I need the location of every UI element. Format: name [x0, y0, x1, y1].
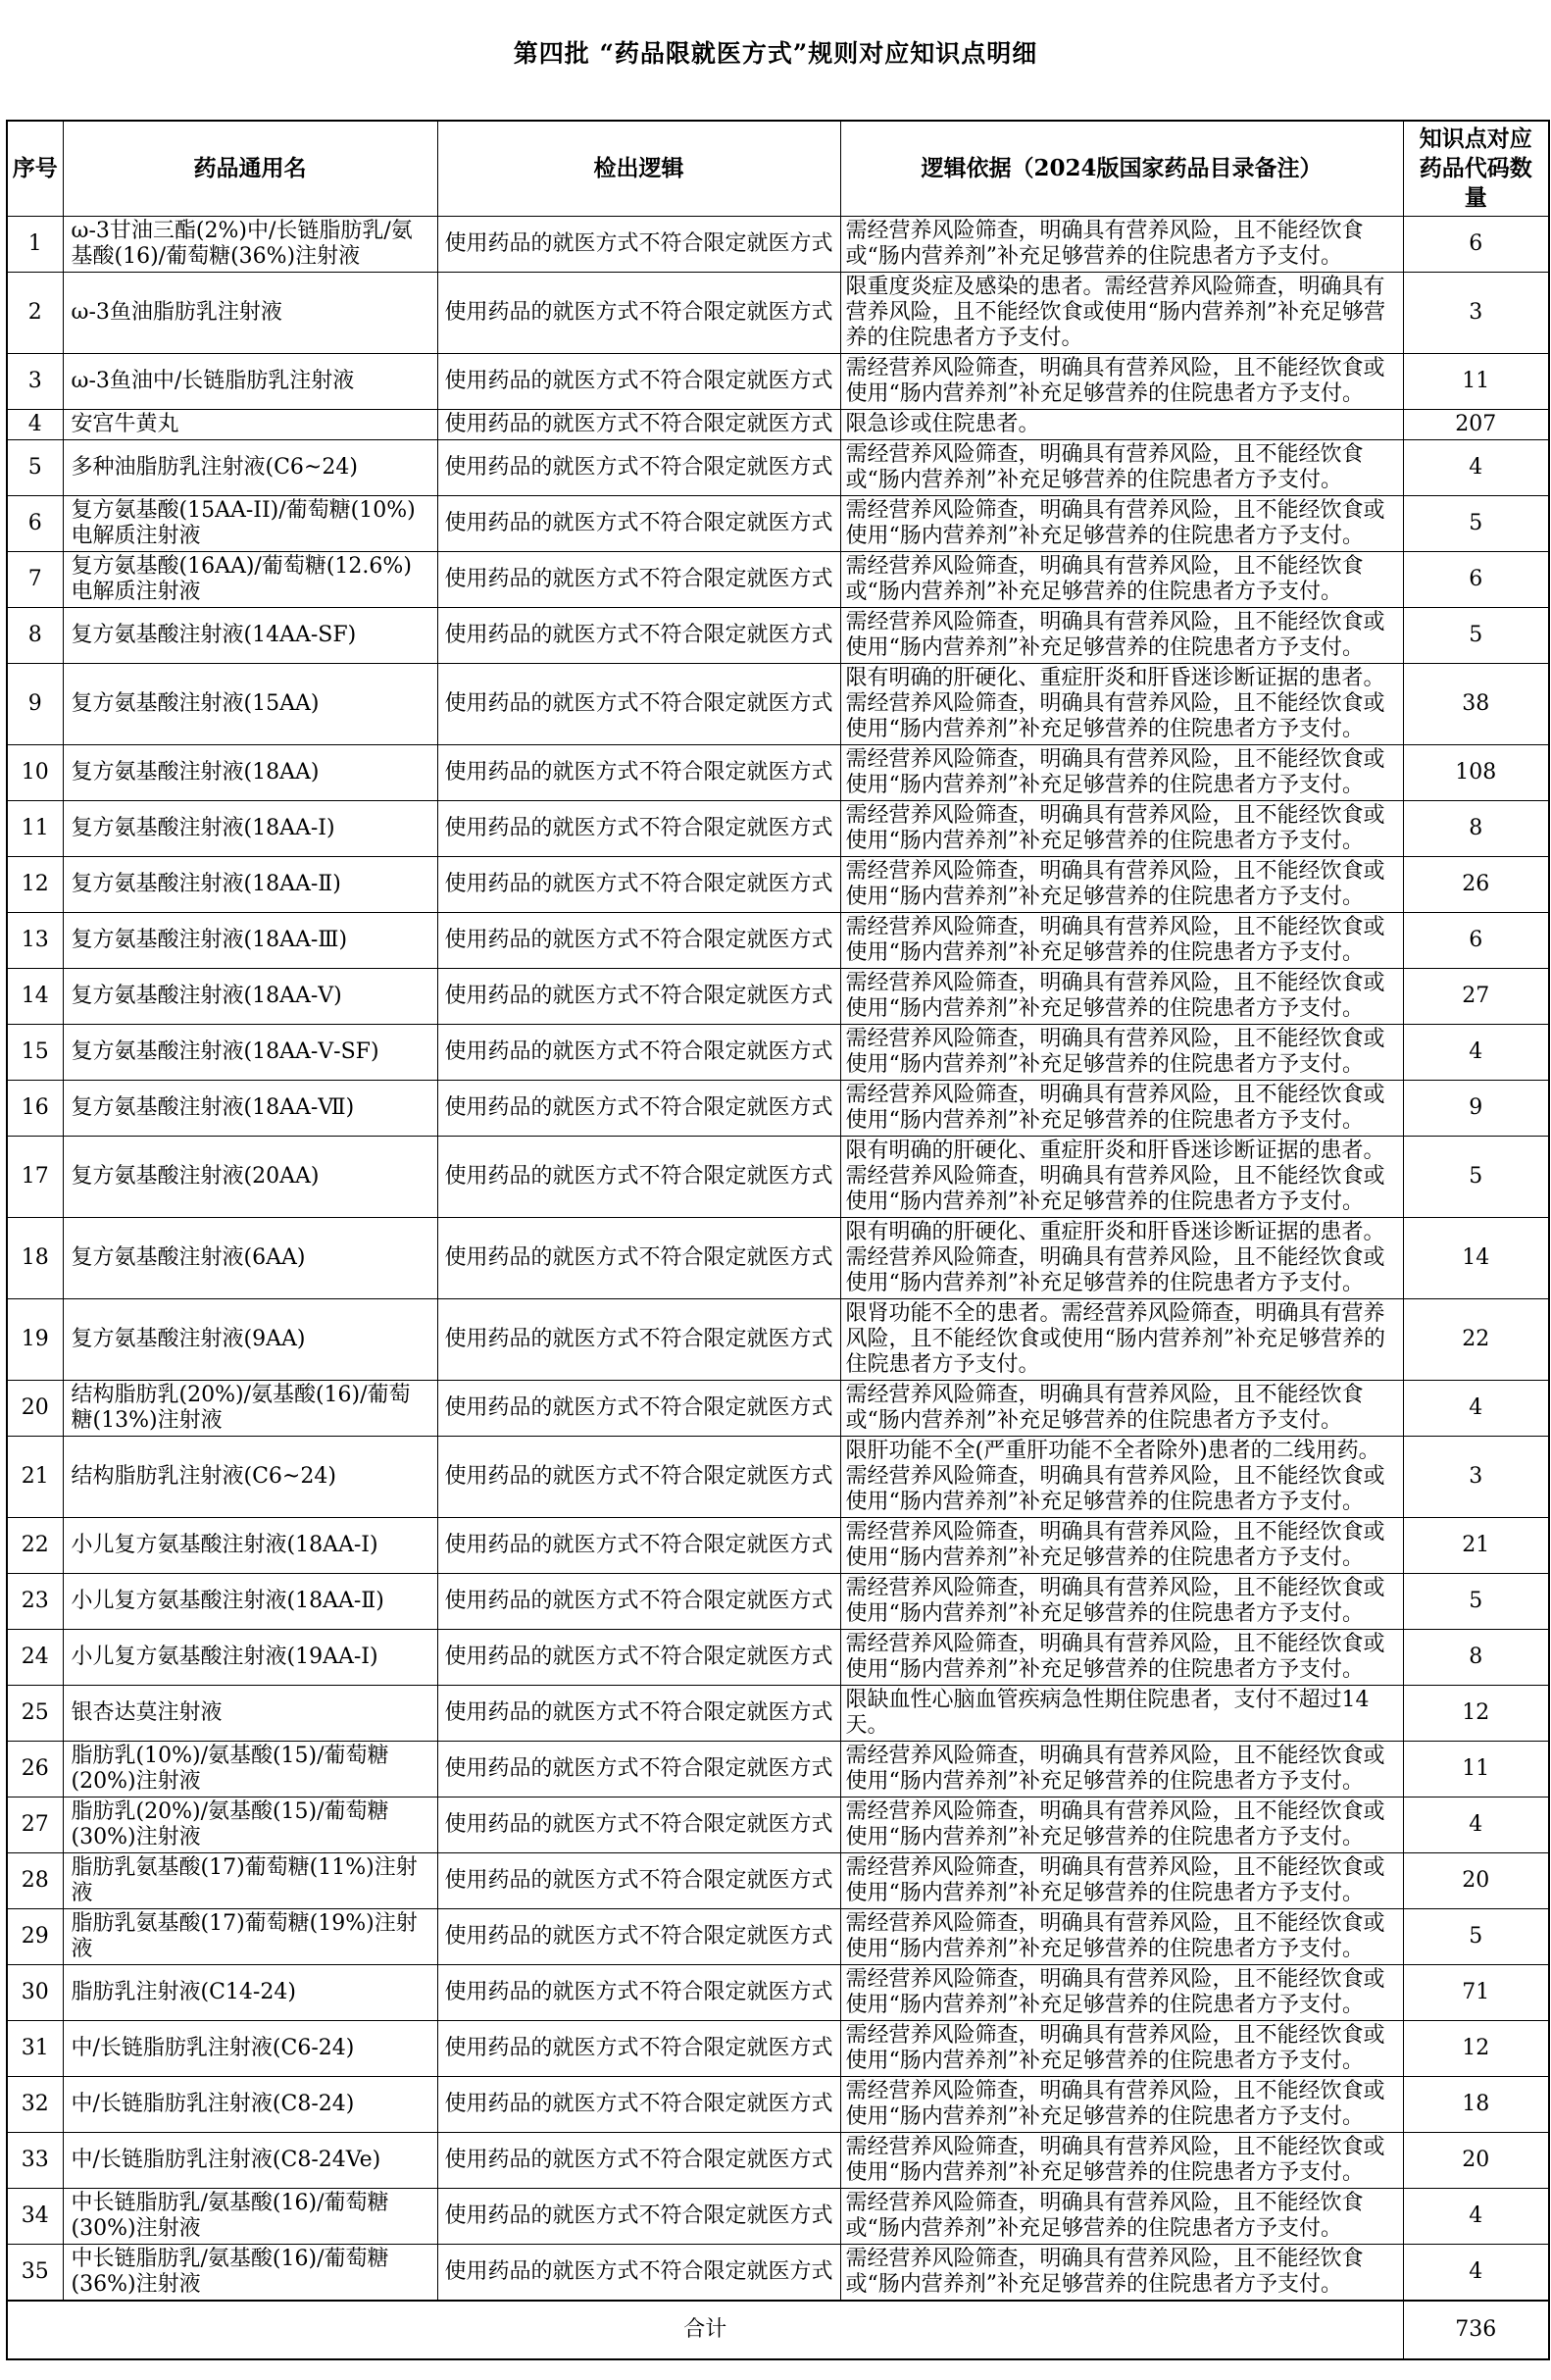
- table-row: [7, 1909, 1549, 1965]
- drug-name: 复方氨基酸注射液(18AA-Ⅴ): [63, 969, 437, 1025]
- detection-logic: 使用药品的就医方式不符合限定就医方式: [437, 1299, 840, 1381]
- logic-basis: 需经营养风险筛查，明确具有营养风险，且不能经饮食或使用“肠内营养剂”补充足够营养的住院患者方予支付。: [840, 969, 1403, 1025]
- row-index: 29: [7, 1909, 63, 1965]
- detection-logic: 使用药品的就医方式不符合限定就医方式: [437, 745, 840, 801]
- table-row: [7, 496, 1549, 552]
- logic-basis: 限有明确的肝硬化、重症肝炎和肝昏迷诊断证据的患者。需经营养风险筛查，明确具有营养风险，且不能经饮食或使用“肠内营养剂”补充足够营养的住院患者方予支付。: [840, 664, 1403, 745]
- row-index: 34: [7, 2189, 63, 2245]
- logic-basis: 需经营养风险筛查，明确具有营养风险，且不能经饮食或“肠内营养剂”补充足够营养的住院患者方予支付。: [840, 217, 1403, 273]
- detection-logic: 使用药品的就医方式不符合限定就医方式: [437, 608, 840, 664]
- logic-basis: 限肾功能不全的患者。需经营养风险筛查，明确具有营养风险，且不能经饮食或使用“肠内营养剂”补充足够营养的住院患者方予支付。: [840, 1299, 1403, 1381]
- drug-name: 复方氨基酸注射液(18AA-Ⅰ): [63, 801, 437, 857]
- table-row: [7, 664, 1549, 745]
- detection-logic: 使用药品的就医方式不符合限定就医方式: [437, 1686, 840, 1742]
- drug-name: ω-3甘油三酯(2%)中/长链脂肪乳/氨基酸(16)/葡萄糖(36%)注射液: [63, 217, 437, 273]
- code-count: 3: [1403, 273, 1549, 354]
- detection-logic: 使用药品的就医方式不符合限定就医方式: [437, 664, 840, 745]
- table-row: [7, 1853, 1549, 1909]
- detection-logic: 使用药品的就医方式不符合限定就医方式: [437, 552, 840, 608]
- detection-logic: 使用药品的就医方式不符合限定就医方式: [437, 1025, 840, 1081]
- drug-name: 中长链脂肪乳/氨基酸(16)/葡萄糖(36%)注射液: [63, 2245, 437, 2302]
- row-index: 26: [7, 1742, 63, 1798]
- row-index: 25: [7, 1686, 63, 1742]
- detection-logic: 使用药品的就医方式不符合限定就医方式: [437, 2245, 840, 2302]
- detection-logic: 使用药品的就医方式不符合限定就医方式: [437, 2077, 840, 2133]
- drug-name: 复方氨基酸注射液(18AA-Ⅶ): [63, 1081, 437, 1137]
- detection-logic: 使用药品的就医方式不符合限定就医方式: [437, 1742, 840, 1798]
- detection-logic: 使用药品的就医方式不符合限定就医方式: [437, 1798, 840, 1853]
- code-count: 12: [1403, 1686, 1549, 1742]
- code-count: 207: [1403, 410, 1549, 440]
- code-count: 20: [1403, 1853, 1549, 1909]
- code-count: 5: [1403, 1137, 1549, 1218]
- row-index: 5: [7, 440, 63, 496]
- code-count: 71: [1403, 1965, 1549, 2021]
- col-header-code-count: 知识点对应药品代码数量: [1403, 121, 1549, 217]
- drug-name: 中长链脂肪乳/氨基酸(16)/葡萄糖(30%)注射液: [63, 2189, 437, 2245]
- logic-basis: 需经营养风险筛查，明确具有营养风险，且不能经饮食或使用“肠内营养剂”补充足够营养的住院患者方予支付。: [840, 801, 1403, 857]
- table-row: [7, 1798, 1549, 1853]
- col-header-logic-basis: 逻辑依据（2024版国家药品目录备注）: [840, 121, 1403, 217]
- row-index: 11: [7, 801, 63, 857]
- table-row: [7, 1081, 1549, 1137]
- drug-name: 脂肪乳(20%)/氨基酸(15)/葡萄糖(30%)注射液: [63, 1798, 437, 1853]
- drug-name: 复方氨基酸(16AA)/葡萄糖(12.6%)电解质注射液: [63, 552, 437, 608]
- col-header-drug-name: 药品通用名: [63, 121, 437, 217]
- logic-basis: 需经营养风险筛查，明确具有营养风险，且不能经饮食或使用“肠内营养剂”补充足够营养的住院患者方予支付。: [840, 1518, 1403, 1574]
- row-index: 6: [7, 496, 63, 552]
- detection-logic: 使用药品的就医方式不符合限定就医方式: [437, 857, 840, 913]
- row-index: 35: [7, 2245, 63, 2302]
- logic-basis: 需经营养风险筛查，明确具有营养风险，且不能经饮食或使用“肠内营养剂”补充足够营养的住院患者方予支付。: [840, 1965, 1403, 2021]
- table-row: [7, 440, 1549, 496]
- row-index: 32: [7, 2077, 63, 2133]
- row-index: 18: [7, 1218, 63, 1299]
- row-index: 28: [7, 1853, 63, 1909]
- row-index: 10: [7, 745, 63, 801]
- table-row: [7, 2189, 1549, 2245]
- detection-logic: 使用药品的就医方式不符合限定就医方式: [437, 801, 840, 857]
- table-row: [7, 217, 1549, 273]
- code-count: 8: [1403, 801, 1549, 857]
- logic-basis: 需经营养风险筛查，明确具有营养风险，且不能经饮食或“肠内营养剂”补充足够营养的住院患者方予支付。: [840, 1381, 1403, 1437]
- detection-logic: 使用药品的就医方式不符合限定就医方式: [437, 410, 840, 440]
- row-index: 20: [7, 1381, 63, 1437]
- table-row: [7, 969, 1549, 1025]
- detection-logic: 使用药品的就医方式不符合限定就医方式: [437, 1437, 840, 1518]
- detection-logic: 使用药品的就医方式不符合限定就医方式: [437, 1137, 840, 1218]
- table-row: [7, 2021, 1549, 2077]
- table-row: [7, 1630, 1549, 1686]
- detection-logic: 使用药品的就医方式不符合限定就医方式: [437, 969, 840, 1025]
- row-index: 31: [7, 2021, 63, 2077]
- code-count: 20: [1403, 2133, 1549, 2189]
- logic-basis: 需经营养风险筛查，明确具有营养风险，且不能经饮食或使用“肠内营养剂”补充足够营养的住院患者方予支付。: [840, 1909, 1403, 1965]
- row-index: 2: [7, 273, 63, 354]
- code-count: 9: [1403, 1081, 1549, 1137]
- table-row: [7, 552, 1549, 608]
- drug-name: 复方氨基酸注射液(15AA): [63, 664, 437, 745]
- logic-basis: 限重度炎症及感染的患者。需经营养风险筛查，明确具有营养风险，且不能经饮食或使用“肠内营养剂”补充足够营养的住院患者方予支付。: [840, 273, 1403, 354]
- table-row: [7, 2133, 1549, 2189]
- row-index: 13: [7, 913, 63, 969]
- logic-basis: 限急诊或住院患者。: [840, 410, 1403, 440]
- logic-basis: 需经营养风险筛查，明确具有营养风险，且不能经饮食或使用“肠内营养剂”补充足够营养的住院患者方予支付。: [840, 1025, 1403, 1081]
- detection-logic: 使用药品的就医方式不符合限定就医方式: [437, 1909, 840, 1965]
- row-index: 16: [7, 1081, 63, 1137]
- code-count: 8: [1403, 1630, 1549, 1686]
- detection-logic: 使用药品的就医方式不符合限定就医方式: [437, 2133, 840, 2189]
- row-index: 30: [7, 1965, 63, 2021]
- logic-basis: 需经营养风险筛查，明确具有营养风险，且不能经饮食或使用“肠内营养剂”补充足够营养的住院患者方予支付。: [840, 1798, 1403, 1853]
- logic-basis: 限有明确的肝硬化、重症肝炎和肝昏迷诊断证据的患者。需经营养风险筛查，明确具有营养风险，且不能经饮食或使用“肠内营养剂”补充足够营养的住院患者方予支付。: [840, 1218, 1403, 1299]
- table-row: [7, 913, 1549, 969]
- code-count: 5: [1403, 496, 1549, 552]
- drug-rules-table: [6, 120, 1550, 2360]
- table-row: [7, 1137, 1549, 1218]
- detection-logic: 使用药品的就医方式不符合限定就医方式: [437, 1965, 840, 2021]
- row-index: 21: [7, 1437, 63, 1518]
- drug-name: 复方氨基酸(15AA-II)/葡萄糖(10%)电解质注射液: [63, 496, 437, 552]
- total-value: 736: [1403, 2301, 1549, 2359]
- code-count: 4: [1403, 440, 1549, 496]
- logic-basis: 需经营养风险筛查，明确具有营养风险，且不能经饮食或使用“肠内营养剂”补充足够营养的住院患者方予支付。: [840, 2077, 1403, 2133]
- detection-logic: 使用药品的就医方式不符合限定就医方式: [437, 1381, 840, 1437]
- logic-basis: 限有明确的肝硬化、重症肝炎和肝昏迷诊断证据的患者。需经营养风险筛查，明确具有营养风险，且不能经饮食或使用“肠内营养剂”补充足够营养的住院患者方予支付。: [840, 1137, 1403, 1218]
- table-row: [7, 1025, 1549, 1081]
- drug-name: 复方氨基酸注射液(6AA): [63, 1218, 437, 1299]
- table-row: [7, 1965, 1549, 2021]
- drug-name: 脂肪乳注射液(C14-24): [63, 1965, 437, 2021]
- code-count: 11: [1403, 1742, 1549, 1798]
- detection-logic: 使用药品的就医方式不符合限定就医方式: [437, 1630, 840, 1686]
- row-index: 27: [7, 1798, 63, 1853]
- logic-basis: 需经营养风险筛查，明确具有营养风险，且不能经饮食或使用“肠内营养剂”补充足够营养的住院患者方予支付。: [840, 1081, 1403, 1137]
- drug-name: 复方氨基酸注射液(18AA): [63, 745, 437, 801]
- code-count: 22: [1403, 1299, 1549, 1381]
- code-count: 38: [1403, 664, 1549, 745]
- detection-logic: 使用药品的就医方式不符合限定就医方式: [437, 1218, 840, 1299]
- drug-name: 多种油脂肪乳注射液(C6~24): [63, 440, 437, 496]
- drug-name: 复方氨基酸注射液(14AA-SF): [63, 608, 437, 664]
- code-count: 4: [1403, 1025, 1549, 1081]
- drug-name: 中/长链脂肪乳注射液(C6-24): [63, 2021, 437, 2077]
- row-index: 1: [7, 217, 63, 273]
- row-index: 22: [7, 1518, 63, 1574]
- code-count: 26: [1403, 857, 1549, 913]
- drug-name: 结构脂肪乳注射液(C6~24): [63, 1437, 437, 1518]
- detection-logic: 使用药品的就医方式不符合限定就医方式: [437, 1518, 840, 1574]
- drug-name: ω-3鱼油脂肪乳注射液: [63, 273, 437, 354]
- logic-basis: 需经营养风险筛查，明确具有营养风险，且不能经饮食或使用“肠内营养剂”补充足够营养的住院患者方予支付。: [840, 2021, 1403, 2077]
- code-count: 4: [1403, 1381, 1549, 1437]
- row-index: 33: [7, 2133, 63, 2189]
- code-count: 3: [1403, 1437, 1549, 1518]
- drug-name: 复方氨基酸注射液(20AA): [63, 1137, 437, 1218]
- row-index: 17: [7, 1137, 63, 1218]
- table-row: [7, 2077, 1549, 2133]
- drug-name: ω-3鱼油中/长链脂肪乳注射液: [63, 354, 437, 410]
- code-count: 6: [1403, 217, 1549, 273]
- document-title: 第四批 “药品限就医方式”规则对应知识点明细: [513, 39, 1038, 68]
- drug-name: 复方氨基酸注射液(9AA): [63, 1299, 437, 1381]
- drug-name: 中/长链脂肪乳注射液(C8-24Ve): [63, 2133, 437, 2189]
- detection-logic: 使用药品的就医方式不符合限定就医方式: [437, 217, 840, 273]
- drug-name: 银杏达莫注射液: [63, 1686, 437, 1742]
- detection-logic: 使用药品的就医方式不符合限定就医方式: [437, 1574, 840, 1630]
- drug-name: 小儿复方氨基酸注射液(18AA-Ⅰ): [63, 1518, 437, 1574]
- header-row: [7, 121, 1549, 217]
- logic-basis: 需经营养风险筛查，明确具有营养风险，且不能经饮食或“肠内营养剂”补充足够营养的住院患者方予支付。: [840, 2189, 1403, 2245]
- row-index: 19: [7, 1299, 63, 1381]
- code-count: 5: [1403, 608, 1549, 664]
- detection-logic: 使用药品的就医方式不符合限定就医方式: [437, 2189, 840, 2245]
- logic-basis: 限缺血性心脑血管疾病急性期住院患者，支付不超过14天。: [840, 1686, 1403, 1742]
- drug-name: 复方氨基酸注射液(18AA-Ⅴ-SF): [63, 1025, 437, 1081]
- drug-name: 小儿复方氨基酸注射液(19AA-Ⅰ): [63, 1630, 437, 1686]
- drug-name: 脂肪乳氨基酸(17)葡萄糖(11%)注射液: [63, 1853, 437, 1909]
- row-index: 12: [7, 857, 63, 913]
- row-index: 14: [7, 969, 63, 1025]
- code-count: 4: [1403, 2245, 1549, 2302]
- row-index: 7: [7, 552, 63, 608]
- table-row: [7, 1742, 1549, 1798]
- drug-name: 结构脂肪乳(20%)/氨基酸(16)/葡萄糖(13%)注射液: [63, 1381, 437, 1437]
- col-header-index: 序号: [7, 121, 63, 217]
- table-row: [7, 1218, 1549, 1299]
- table-row: [7, 1574, 1549, 1630]
- table-row: [7, 273, 1549, 354]
- detection-logic: 使用药品的就医方式不符合限定就医方式: [437, 1081, 840, 1137]
- logic-basis: 需经营养风险筛查，明确具有营养风险，且不能经饮食或使用“肠内营养剂”补充足够营养的住院患者方予支付。: [840, 2133, 1403, 2189]
- logic-basis: 需经营养风险筛查，明确具有营养风险，且不能经饮食或使用“肠内营养剂”补充足够营养的住院患者方予支付。: [840, 608, 1403, 664]
- logic-basis: 需经营养风险筛查，明确具有营养风险，且不能经饮食或“肠内营养剂”补充足够营养的住院患者方予支付。: [840, 2245, 1403, 2302]
- drug-name: 复方氨基酸注射液(18AA-Ⅱ): [63, 857, 437, 913]
- detection-logic: 使用药品的就医方式不符合限定就医方式: [437, 1853, 840, 1909]
- drug-name: 脂肪乳(10%)/氨基酸(15)/葡萄糖(20%)注射液: [63, 1742, 437, 1798]
- row-index: 4: [7, 410, 63, 440]
- logic-basis: 需经营养风险筛查，明确具有营养风险，且不能经饮食或使用“肠内营养剂”补充足够营养的住院患者方予支付。: [840, 496, 1403, 552]
- table-row: [7, 745, 1549, 801]
- code-count: 6: [1403, 552, 1549, 608]
- table-row: [7, 354, 1549, 410]
- logic-basis: 需经营养风险筛查，明确具有营养风险，且不能经饮食或使用“肠内营养剂”补充足够营养的住院患者方予支付。: [840, 745, 1403, 801]
- detection-logic: 使用药品的就医方式不符合限定就医方式: [437, 440, 840, 496]
- row-index: 15: [7, 1025, 63, 1081]
- code-count: 18: [1403, 2077, 1549, 2133]
- detection-logic: 使用药品的就医方式不符合限定就医方式: [437, 913, 840, 969]
- code-count: 4: [1403, 1798, 1549, 1853]
- detection-logic: 使用药品的就医方式不符合限定就医方式: [437, 354, 840, 410]
- table-row: [7, 801, 1549, 857]
- total-label: 合计: [7, 2301, 1403, 2359]
- drug-name: 复方氨基酸注射液(18AA-Ⅲ): [63, 913, 437, 969]
- row-index: 23: [7, 1574, 63, 1630]
- code-count: 14: [1403, 1218, 1549, 1299]
- code-count: 12: [1403, 2021, 1549, 2077]
- logic-basis: 限肝功能不全(严重肝功能不全者除外)患者的二线用药。需经营养风险筛查，明确具有营养风险，且不能经饮食或使用“肠内营养剂”补充足够营养的住院患者方予支付。: [840, 1437, 1403, 1518]
- logic-basis: 需经营养风险筛查，明确具有营养风险，且不能经饮食或“肠内营养剂”补充足够营养的住院患者方予支付。: [840, 440, 1403, 496]
- table-row: [7, 1686, 1549, 1742]
- table-row: [7, 857, 1549, 913]
- logic-basis: 需经营养风险筛查，明确具有营养风险，且不能经饮食或使用“肠内营养剂”补充足够营养的住院患者方予支付。: [840, 1742, 1403, 1798]
- code-count: 108: [1403, 745, 1549, 801]
- col-header-detection-logic: 检出逻辑: [437, 121, 840, 217]
- drug-name: 安宫牛黄丸: [63, 410, 437, 440]
- logic-basis: 需经营养风险筛查，明确具有营养风险，且不能经饮食或使用“肠内营养剂”补充足够营养的住院患者方予支付。: [840, 913, 1403, 969]
- table-row: [7, 1381, 1549, 1437]
- row-index: 3: [7, 354, 63, 410]
- code-count: 21: [1403, 1518, 1549, 1574]
- logic-basis: 需经营养风险筛查，明确具有营养风险，且不能经饮食或使用“肠内营养剂”补充足够营养的住院患者方予支付。: [840, 354, 1403, 410]
- code-count: 11: [1403, 354, 1549, 410]
- table-row: [7, 410, 1549, 440]
- code-count: 27: [1403, 969, 1549, 1025]
- logic-basis: 需经营养风险筛查，明确具有营养风险，且不能经饮食或使用“肠内营养剂”补充足够营养的住院患者方予支付。: [840, 1853, 1403, 1909]
- code-count: 5: [1403, 1574, 1549, 1630]
- table-row: [7, 2245, 1549, 2302]
- detection-logic: 使用药品的就医方式不符合限定就医方式: [437, 273, 840, 354]
- table-row: [7, 1518, 1549, 1574]
- drug-name: 小儿复方氨基酸注射液(18AA-Ⅱ): [63, 1574, 437, 1630]
- table-row: [7, 1299, 1549, 1381]
- row-index: 9: [7, 664, 63, 745]
- logic-basis: 需经营养风险筛查，明确具有营养风险，且不能经饮食或“肠内营养剂”补充足够营养的住院患者方予支付。: [840, 552, 1403, 608]
- table-row: [7, 1437, 1549, 1518]
- total-row: [7, 2301, 1549, 2359]
- logic-basis: 需经营养风险筛查，明确具有营养风险，且不能经饮食或使用“肠内营养剂”补充足够营养的住院患者方予支付。: [840, 857, 1403, 913]
- code-count: 4: [1403, 2189, 1549, 2245]
- detection-logic: 使用药品的就医方式不符合限定就医方式: [437, 2021, 840, 2077]
- logic-basis: 需经营养风险筛查，明确具有营养风险，且不能经饮食或使用“肠内营养剂”补充足够营养的住院患者方予支付。: [840, 1630, 1403, 1686]
- table-row: [7, 608, 1549, 664]
- drug-name: 脂肪乳氨基酸(17)葡萄糖(19%)注射液: [63, 1909, 437, 1965]
- logic-basis: 需经营养风险筛查，明确具有营养风险，且不能经饮食或使用“肠内营养剂”补充足够营养的住院患者方予支付。: [840, 1574, 1403, 1630]
- code-count: 5: [1403, 1909, 1549, 1965]
- detection-logic: 使用药品的就医方式不符合限定就医方式: [437, 496, 840, 552]
- document-page: [0, 39, 1551, 2360]
- code-count: 6: [1403, 913, 1549, 969]
- row-index: 8: [7, 608, 63, 664]
- drug-name: 中/长链脂肪乳注射液(C8-24): [63, 2077, 437, 2133]
- row-index: 24: [7, 1630, 63, 1686]
